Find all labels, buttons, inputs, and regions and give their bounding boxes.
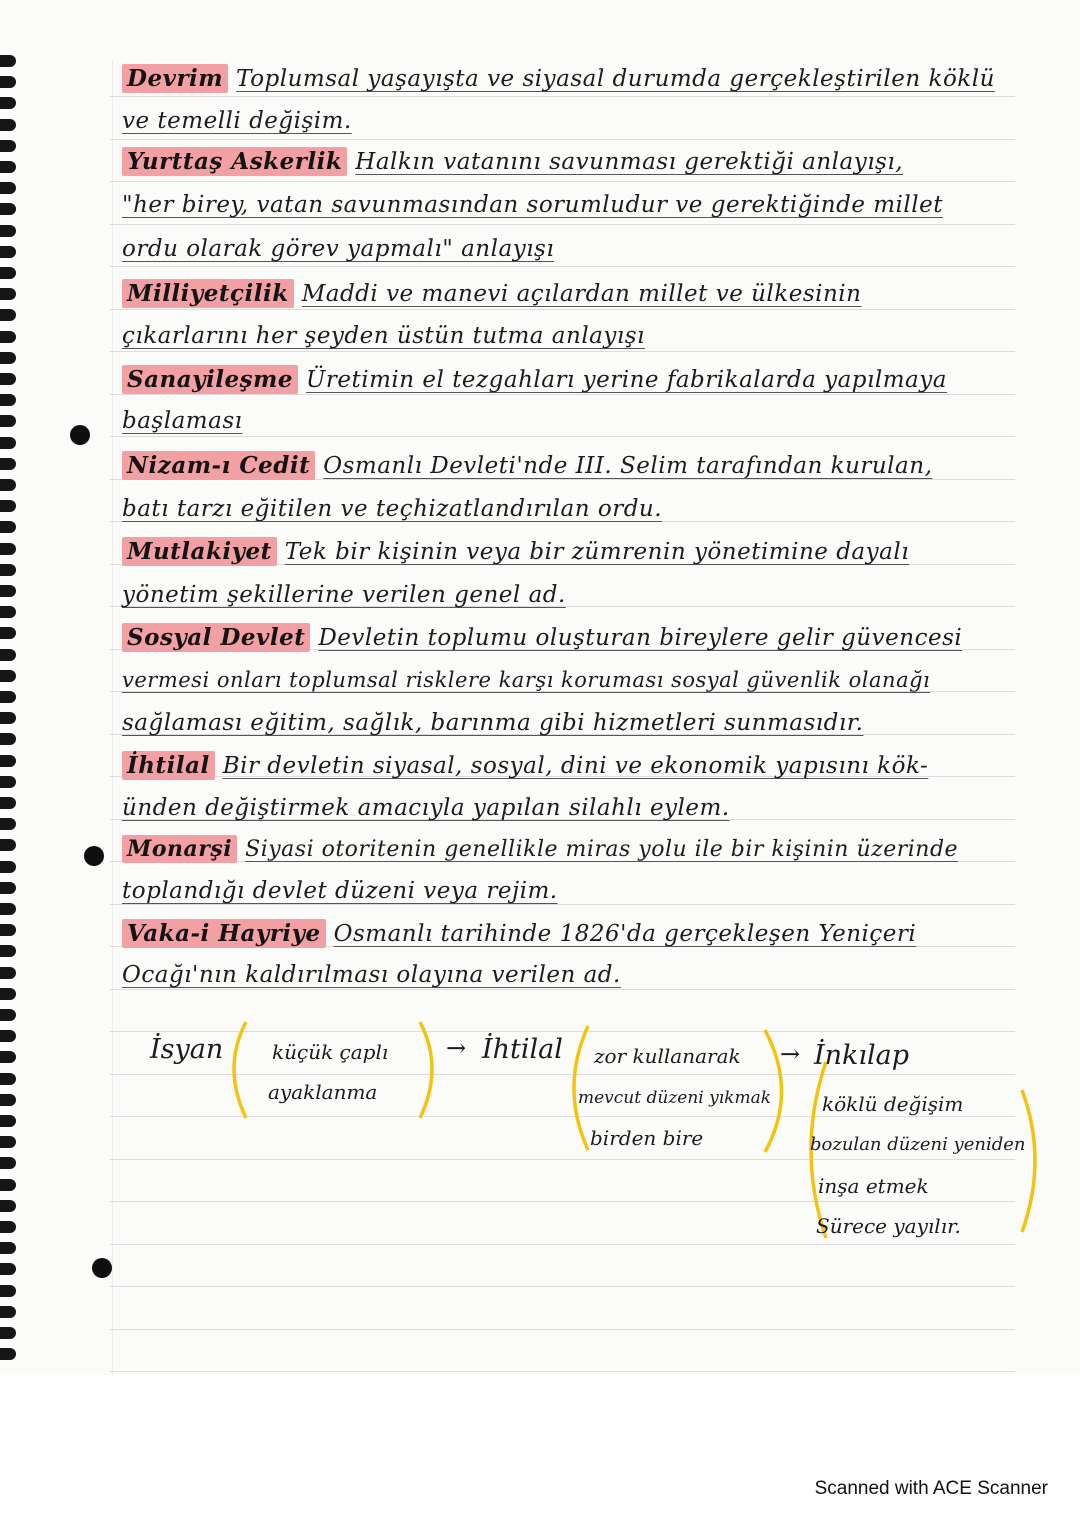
definition-text: yönetim şekillerine verilen genel ad.: [122, 582, 566, 608]
term-highlight: Sosyal Devlet: [122, 623, 310, 652]
term-highlight: Vaka-i Hayriye: [122, 919, 326, 948]
definition-text: Tek bir kişinin veya bir zümrenin yönetimine dayalı: [284, 539, 910, 565]
definition-text: çıkarlarını her şeyden üstün tutma anlayışı: [122, 323, 645, 349]
definition-text: Siyasi otoritenin genellikle miras yolu ile bir kişinin üzerinde: [245, 837, 959, 862]
definition-text: Üretimin el tezgahları yerine fabrikalarda yapılmaya: [306, 367, 947, 393]
definition-text: Osmanlı tarihinde 1826'da gerçekleşen Yeniçeri: [333, 921, 917, 947]
inkilap-note: bozulan düzeni yeniden: [810, 1134, 1026, 1155]
inkilap-note: Sürece yayılır.: [816, 1214, 961, 1238]
definition-text: Maddi ve manevi açılardan millet ve ülkesinin: [301, 281, 862, 307]
scanner-watermark: Scanned with ACE Scanner: [814, 1478, 1048, 1499]
bracket-isyan-right: [420, 1022, 432, 1118]
definition-text: ünden değiştirmek amacıyla yapılan silahlı eylem.: [122, 795, 730, 821]
definition-text: Devletin toplumu oluşturan bireylere gelir güvencesi: [318, 625, 963, 651]
arrow-right-icon: →: [446, 1034, 467, 1062]
definition-text: Osmanlı Devleti'nde III. Selim tarafından kurulan,: [323, 453, 933, 479]
arrow-right-icon: →: [780, 1040, 801, 1068]
term-highlight: Devrim: [122, 64, 228, 93]
definition-text: "her birey, vatan savunmasından sorumludur ve gerektiğinde millet: [122, 192, 943, 218]
definition-text: vermesi onları toplumsal risklere karşı koruması sosyal güvenlik olanağı: [122, 668, 931, 692]
bracket-isyan-left: [234, 1022, 246, 1118]
definition-text: toplandığı devlet düzeni veya rejim.: [122, 878, 558, 904]
ihtilal-note: birden bire: [590, 1126, 704, 1150]
term-highlight: Yurttaş Askerlik: [122, 147, 347, 176]
term-highlight: Mutlakiyet: [122, 537, 277, 566]
definition-text: sağlaması eğitim, sağlık, barınma gibi hizmetleri sunmasıdır.: [122, 710, 864, 736]
isyan-note: ayaklanma: [268, 1080, 378, 1104]
term-highlight: Nizam-ı Cedit: [122, 451, 315, 480]
definition-text: Halkın vatanını savunması gerektiği anlayışı,: [355, 149, 904, 175]
term-highlight: Monarşi: [122, 835, 237, 863]
definition-text: Ocağı'nın kaldırılması olayına verilen ad.: [122, 962, 621, 988]
term-highlight: Milliyetçilik: [122, 279, 294, 308]
inkilap-note: köklü değişim: [822, 1092, 964, 1116]
definition-text: Toplumsal yaşayışta ve siyasal durumda gerçekleştirilen köklü: [236, 66, 995, 92]
label-isyan: İsyan: [150, 1034, 224, 1065]
definition-text: Bir devletin siyasal, sosyal, dini ve ekonomik yapısını kök-: [222, 753, 929, 779]
definition-text: batı tarzı eğitilen ve teçhizatlandırılan ordu.: [122, 496, 663, 522]
label-inkilap: İnkılap: [814, 1040, 910, 1071]
isyan-note: küçük çaplı: [272, 1040, 389, 1064]
bracket-inkilap-right: [1022, 1090, 1035, 1232]
ihtilal-note: zor kullanarak: [594, 1044, 741, 1068]
inkilap-note: inşa etmek: [818, 1174, 929, 1198]
definition-text: ordu olarak görev yapmalı" anlayışı: [122, 236, 555, 262]
ihtilal-note: mevcut düzeni yıkmak: [578, 1088, 772, 1108]
term-highlight: Sanayileşme: [122, 365, 298, 394]
definition-text: ve temelli değişim.: [122, 108, 352, 134]
label-ihtilal: İhtilal: [482, 1034, 563, 1065]
definition-text: başlaması: [122, 408, 243, 434]
term-highlight: İhtilal: [122, 751, 215, 780]
